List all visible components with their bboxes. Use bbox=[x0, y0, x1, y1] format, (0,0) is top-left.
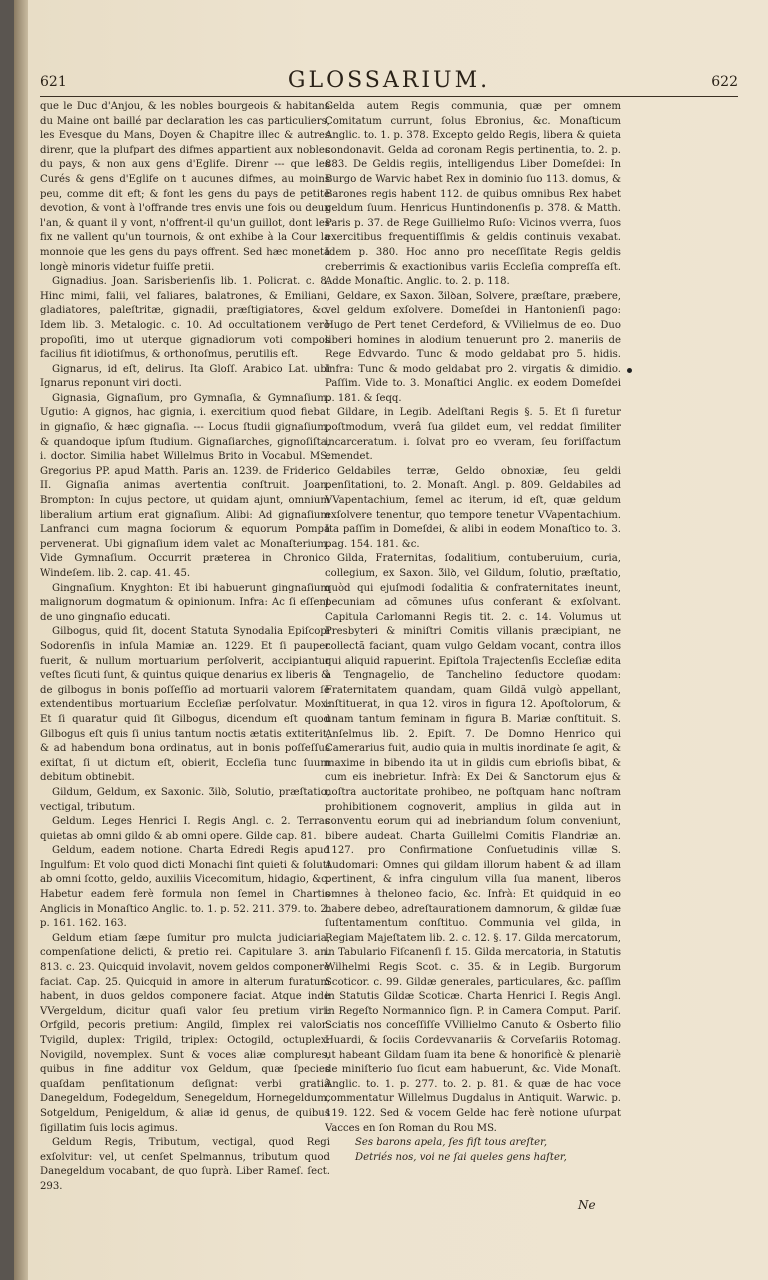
ink-spot bbox=[627, 368, 632, 373]
left-column bbox=[40, 100, 330, 1250]
entry-geldum: Geldum. Leges Henrici I. Regis Angl. c. 2. Terras quietas ab omni gildo & ab omni opere. Gilde cap. 81. bbox=[40, 816, 330, 842]
paragraph: Gelda autem Regis communia, quæ per omnem Comitatum currunt, ſolus Ebronius, &c. Monaſticum Anglic. to. 1. p. 378. Excepto geldo Regis, libera & quieta condonavit. Gelda ad coronam Regis pertinentia, to. 2. p. 883. De Geldis regiis, intelligendus Liber Domeſdei: In Burgo de Warvic habet Rex in dominio ſuo 113. domus, & Barones regis habent 112. de quibus omnibus Rex habet geldum ſuum. Henricus Huntindonenſis p. 378. & Matth. Paris p. 37. de Rege Guillielmo Ruſo: Vicinos vverra, ſuos exercitibus frequentiſſimis & geldis continuis vexabat. Idem p. 380. Hoc anno pro neceſſitate Regis geldis creberrimis & exactionibus variis Eccleſia compreſſa eſt. Adde Monaſtic. Anglic. to. 2. p. 118. bbox=[325, 101, 621, 288]
paragraph: que le Duc d'Anjou, & les nobles bourgeois & habitans du Maine ont baillé par declaration les cas particuliers, les Evesque du Mans, Doyen & Chapitre illec & autres direnr, que la plufpart des difmes appartient aux nobles du pays, & non aux gens d'Eglife. Direnr --- que les Curés & gens d'Eglife on t aucunes difmes, au moins peu, comme dit eft; & font les gens du pays de petite devotion, & vont à l'offrande tres envis une fois ou deux l'an, & quant il y vont, n'offrent-il qu'un guillot, dont les fix ne vallent qu'un tournois, & ont exhibe à la Cour la monnoie que les gens du pays offrent. Sed hæc moneta longè minoris videtur fuiſſe pretii. bbox=[40, 101, 330, 273]
page-title: GLOSSARIUM. bbox=[287, 68, 491, 93]
entry-gignasia: Gignasia, Gignaſium, pro Gymnaſia, & Gymnaſium. Ugutio: A gignos, hac gignia, i. exercitium quod fiebat in gignaſio, & hæc gignaſia. --- Locus ſtudii gignaſium, & quandoque ipſum ſtudium. Gignaſiarches, gignoſiſta, i. doctor. Similia habet Willelmus Brito in Vocabul. MS. Gregorius PP. apud Matth. Paris an. 1239. de Friderico II. Gignaſia animas avertentia conſtruit. Joan. Brompton: In cujus pectore, ut quidam ajunt, omnium liberalium artium erat gignaſium. Alibi: Ad gignaſium Lanfranci cum magna ſociorum & equorum Pompa pervenerat. Ubi gignaſium idem valet ac Monaſterium. Vide Gymnaſium. Occurrit præterea in Chronico Windeſem. lib. 2. cap. 41. 45. bbox=[40, 392, 330, 579]
entry-gingnasium: Gingnaſium. Knyghton: Et ibi habuerunt gingnaſium malignorum dogmatum & opinionum. Infra: Ac ſi eſſent de uno gingnaſio educati. bbox=[40, 582, 330, 623]
entry-geldum-3: Geldum etiam ſæpe ſumitur pro mulcta judiciaria, compenſatione delicti, & pretio rei. Capitulare 3. an. 813. c. 23. Quicquid involavit, novem geldos componere faciat. Cap. 25. Quicquid in amore in alterum furatum habent, in duos geldos componere faciat. Atque inde VVergeldum, dicitur quaſi valor ſeu pretium viri: Orfgild, pecoris pretium: Angild, ſimplex rei valor: Tvigild, duplex: Trigild, triplex: Octogild, octuplex: Novigild, novemplex. Sunt & voces aliæ complures, quibus in fine additur vox Geldum, quæ ſpecies quaſdam penſitationum deſignat: verbi gratiâ Danegeldum, Fodegeldum, Senegeldum, Hornegeldum, Sotgeldum, Penigeldum, & aliæ id genus, de quibus ſigillatim ſuis locis agimus. bbox=[40, 932, 330, 1134]
entry-geldare: Geldare, ex Saxon. Ʒilꝺan, Solvere, præſtare, præbere, vel geldum exſolvere. Domeſdei in Hantonienſi pago: Hugo de Pert tenet Cerdeford, & VVilielmus de eo. Duo liberi homines in alodium tenuerunt pro 2. maneriis de Rege Edvvardo. Tunc & modo geldabat pro 5. hidis. Infra: Tunc & modo geldabat pro 2. virgatis & dimidio. Paſſim. Vide to. 3. Monaſtici Anglic. ex eodem Domeſdei p. 181. & ſeqq. bbox=[325, 290, 621, 404]
verse-line: Ses barons apela, ſes fiſt tous areſter, bbox=[355, 1137, 548, 1149]
entry-gildare: Gildare, in Legib. Adelſtani Regis §. 5. Et ſi furetur poſtmodum, vverâ ſua gildet eum, vel reddat ſimiliter incarceratum. i. ſolvat pro eo vveram, ſeu foriſfactum emendet. bbox=[325, 407, 621, 463]
page-number-right: 622 bbox=[711, 74, 738, 90]
entry-gignarus: Gignarus, id eſt, delirus. Ita Gloſſ. Arabico Lat. ubi Ignarus reponunt viri docti. bbox=[40, 363, 330, 390]
entry-geldum-regis: Geldum Regis, Tributum, vectigal, quod Regi exſolvitur: vel, ut cenſet Spelmannus, tributum quod Danegeldum vocabant, de quo ſuprà. Liber Rameſ. ſect. 293. bbox=[40, 1137, 330, 1192]
catchword: Ne bbox=[578, 1198, 596, 1212]
entry-gilda: Gilda, Fraternitas, ſodalitium, contuberuium, curia, collegium, ex Saxon. Ʒilꝺ, vel Gildum, ſolutio, præſtatio, quòd qui ejuſmodi ſodalitia & confraternitates ineunt, pecuniam ad cõmunes uſus conferant & exſolvant. Capitula Carlomanni Regis tit. 2. c. 14. Volumus ut Presbyteri & miniſtri Comitis villanis præcipiant, ne collectã faciant, quam vulgo Geldam vocant, contra illos qui aliquid rapuerint. Epiſtola Trajectenſis Eccleſiæ edita à Tengnagelio, de Tanchelino ſeductore quodam: Fraternitatem quandam, quam Gildã vulgò appellant, inſtituerat, in qua 12. viros in figura 12. Apoſtolorum, & unam tantum feminam in figura B. Mariæ conſtituit. S. Anſelmus lib. 2. Epiſt. 7. De Domno Henrico qui Camerarius fuit, audio quia in multis inordinate ſe agit, & maxime in bibendo ita ut in gildis cum ebrioſis bibat, & cum eis inebrietur. Infrà: Ex Dei & Sanctorum ejus & noſtra auctoritate prohibeo, ne poſtquam hanc noſtram prohibitionem cognoverit, amplius in gilda aut in conventu eorum qui ad inebriandum ſolum conveniunt, bibere audeat. Charta Guillelmi Comitis Flandriæ an. 1127. pro Confirmatione Conſuetudinis villæ S. Audomari: Omnes qui gildam illorum habent & ad illam pertinent, & infra cingulum villa ſua manent, liberos omnes à theloneo facio, &c. Infrà: Et quidquid in eo habere debeo, adreſtaurationem damnorum, & gildæ ſuæ ſuſtentamentum conſtituo. Communia vel gilda, in Regiam Majeſtatem lib. 2. c. 12. §. 17. Gilda mercatorum, in Tabulario Fiſcanenſi f. 15. Gilda mercatoria, in Statutis Wilhelmi Regis Scot. c. 35. & in Legib. Burgorum Scoticor. c. 99. Gildæ generales, particulares, &c. paſſim in Statutis Gildæ Scoticæ. Charta Henrici I. Regis Angl. in Regeſto Normannico ſign. P. in Camera Comput. Pariſ. Sciatis nos conceſſiſſe VVillielmo Canuto & Osberto filio Huardi, & ſociis Cordevvanariis & Corveſariis Rotomag. ut habeant Gildam ſuam ita bene & honorificè & plenariè de miniſterio ſuo ſicut eam habuerunt, &c. Vide Monaſt. Anglic. to. 1. p. 277. to. 2. p. 81. & quæ de hac voce commentatur Willelmus Dugdalus in Antiquit. Warwic. p. 119. 122. Sed & vocem Gelde hac ferè notione uſurpat Vacces en ſon Roman du Rou MS. bbox=[325, 553, 621, 1134]
running-header bbox=[40, 68, 738, 98]
header-rule bbox=[40, 96, 738, 97]
book-spine bbox=[14, 0, 28, 1280]
entry-gignadius: Gignadius. Joan. Sarisberienſis lib. 1. Policrat. c. 8. Hinc mimi, falii, vel faliares, balatrones, & Emiliani, gladiatores, paleſtritæ, gignadii, præſtigiatores, &c. Idem lib. 3. Metalogic. c. 10. Ad occultationem verò propoſiti, imo ut uterque gignadiorum voti compos facilius fit idiotiſmus, & orthonoſmus, perutilis eſt. bbox=[40, 276, 330, 361]
page-number-left: 621 bbox=[40, 74, 67, 90]
verse-line: Detriés nos, voi ne ſai queles gens haſter, bbox=[355, 1151, 567, 1163]
right-column bbox=[325, 100, 621, 1250]
entry-geldum-2: Geldum, eadem notione. Charta Edredi Regis apud Ingulfum: Et volo quod dicti Monachi ſint quieti & ſoluti ab omni ſcotto, geldo, auxiliis Vicecomitum, hidagio, &c. Habetur eadem ferè formula non ſemel in Chartis Anglicis in Monaſtico Anglic. to. 1. p. 52. 211. 379. to. 2. p. 161. 162. 163. bbox=[40, 845, 330, 930]
entry-gildum: Gildum, Geldum, ex Saxonic. Ʒilꝺ, Solutio, præſtatio, vectigal, tributum. bbox=[40, 786, 330, 813]
entry-gilbogus: Gilbogus, quid ſit, docent Statuta Synodalia Epiſcopi Sodorenſis in inſula Mamiæ an. 1229. Et ſi pauper fuerit, & nullum mortuarium perſolverit, accipiantur veſtes ſicuti ſunt, & quintus quique denarius ex liberis & de gilbogus in bonis poſſeſſio ad mortuarii valorem ſe extendentibus mortuarium Eccleſiæ perſolvatur. Mox: Et ſi quaratur quid ſit Gilbogus, dicendum eſt quod Gilbogus eſt quis ſi unius tantum noctis ætatis extiterit, & ad habendum bona ordinatus, aut in bonis poſſeſſus exiſtat, ſi ut dictum eſt, obierit, Eccleſia tunc ſuum debitum obtinebit. bbox=[40, 626, 330, 784]
entry-geldabiles: Geldabiles terræ, Geldo obnoxiæ, ſeu geldi penſitationi, to. 2. Monaſt. Angl. p. 809. Geldabiles ad VVapentachium, ſemel ac iterum, id eſt, quæ geldum exſolvere tenentur, quo tempore tenetur VVapentachium. Ita paſſim in Domeſdei, & alibi in eodem Monaſtico to. 3. pag. 154. 181. &c. bbox=[325, 465, 621, 550]
